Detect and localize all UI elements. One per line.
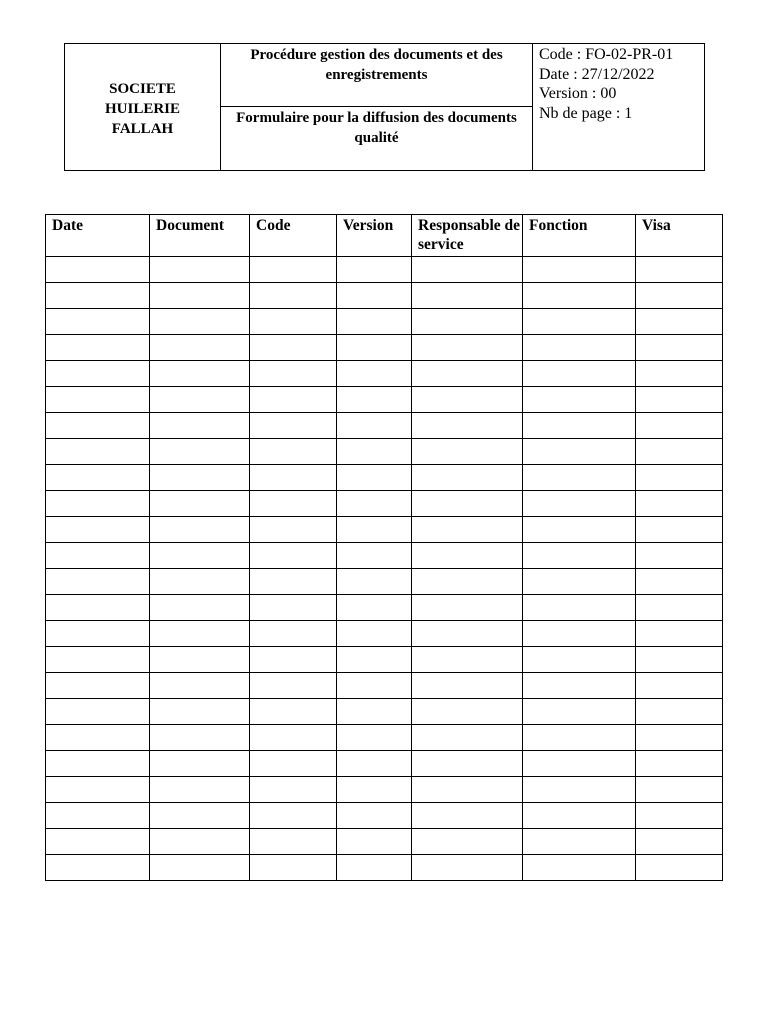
meta-page-count: Nb de page : 1 [539,104,633,122]
cell-responsable [412,621,523,647]
cell-date [46,283,150,309]
cell-responsable [412,699,523,725]
cell-date [46,413,150,439]
cell-version [337,491,412,517]
cell-date [46,361,150,387]
cell-responsable [412,361,523,387]
column-header-version: Version [337,215,412,257]
cell-fonction [523,335,636,361]
cell-fonction [523,491,636,517]
cell-visa [636,517,723,543]
cell-document [150,361,250,387]
cell-fonction [523,361,636,387]
cell-code [250,725,337,751]
cell-code [250,309,337,335]
cell-fonction [523,855,636,881]
cell-fonction [523,309,636,335]
cell-date [46,595,150,621]
cell-version [337,647,412,673]
meta-code: Code : FO-02-PR-01 [539,46,674,63]
cell-date [46,387,150,413]
table-row [46,517,723,543]
cell-document [150,569,250,595]
cell-document [150,257,250,283]
table-row [46,569,723,595]
cell-responsable [412,751,523,777]
cell-responsable [412,439,523,465]
cell-version [337,595,412,621]
cell-version [337,517,412,543]
cell-visa [636,803,723,829]
cell-document [150,725,250,751]
column-header-document: Document [150,215,250,257]
cell-document [150,491,250,517]
column-header-fonction: Fonction [523,215,636,257]
table-row [46,803,723,829]
cell-fonction [523,725,636,751]
cell-fonction [523,829,636,855]
cell-date [46,855,150,881]
cell-responsable [412,465,523,491]
cell-code [250,257,337,283]
cell-document [150,387,250,413]
cell-fonction [523,283,636,309]
cell-version [337,257,412,283]
table-row [46,647,723,673]
cell-responsable [412,491,523,517]
cell-fonction [523,569,636,595]
table-row [46,491,723,517]
cell-document [150,621,250,647]
cell-document [150,699,250,725]
table-row [46,309,723,335]
cell-visa [636,777,723,803]
cell-version [337,439,412,465]
cell-responsable [412,569,523,595]
cell-date [46,569,150,595]
cell-fonction [523,777,636,803]
cell-code [250,569,337,595]
table-row [46,855,723,881]
cell-code [250,777,337,803]
table-row [46,387,723,413]
cell-code [250,699,337,725]
cell-date [46,699,150,725]
cell-responsable [412,517,523,543]
cell-code [250,621,337,647]
table-row [46,777,723,803]
cell-version [337,621,412,647]
cell-fonction [523,517,636,543]
cell-version [337,543,412,569]
column-header-visa: Visa [636,215,723,257]
cell-visa [636,751,723,777]
cell-version [337,335,412,361]
cell-code [250,855,337,881]
cell-visa [636,283,723,309]
table-header-row [46,215,723,257]
cell-document [150,595,250,621]
distribution-table [45,214,723,881]
cell-date [46,751,150,777]
table-row [46,673,723,699]
cell-fonction [523,699,636,725]
cell-document [150,413,250,439]
cell-document [150,777,250,803]
table-row [46,257,723,283]
cell-version [337,673,412,699]
cell-fonction [523,257,636,283]
cell-fonction [523,621,636,647]
table-row [46,699,723,725]
cell-code [250,673,337,699]
cell-code [250,803,337,829]
cell-version [337,699,412,725]
cell-version [337,803,412,829]
cell-visa [636,647,723,673]
cell-code [250,283,337,309]
cell-responsable [412,647,523,673]
cell-code [250,751,337,777]
form-title: Formulaire pour la diffusion des documents qualité [236,110,517,146]
cell-date [46,829,150,855]
cell-document [150,439,250,465]
cell-fonction [523,803,636,829]
cell-responsable [412,595,523,621]
cell-code [250,413,337,439]
cell-code [250,491,337,517]
cell-date [46,335,150,361]
cell-date [46,647,150,673]
cell-responsable [412,803,523,829]
cell-fonction [523,673,636,699]
table-row [46,595,723,621]
procedure-title: Procédure gestion des documents et des enregistrements [221,44,532,107]
cell-date [46,465,150,491]
cell-fonction [523,595,636,621]
column-header-date: Date [46,215,150,257]
cell-date [46,777,150,803]
cell-version [337,829,412,855]
cell-document [150,543,250,569]
document-header [64,43,705,171]
cell-visa [636,595,723,621]
company-name-line: HUILERIE [104,101,181,117]
cell-code [250,543,337,569]
table-row [46,283,723,309]
table-row [46,465,723,491]
cell-code [250,387,337,413]
table-row [46,335,723,361]
cell-date [46,543,150,569]
cell-fonction [523,543,636,569]
cell-document [150,829,250,855]
cell-code [250,829,337,855]
table-row [46,439,723,465]
cell-version [337,725,412,751]
cell-version [337,465,412,491]
cell-fonction [523,751,636,777]
cell-visa [636,543,723,569]
cell-responsable [412,543,523,569]
cell-visa [636,569,723,595]
table-row [46,413,723,439]
cell-responsable [412,335,523,361]
cell-version [337,751,412,777]
column-header-code: Code [250,215,337,257]
document-meta-cell [533,44,705,171]
cell-visa [636,855,723,881]
cell-document [150,855,250,881]
cell-version [337,413,412,439]
cell-code [250,335,337,361]
cell-visa [636,387,723,413]
table-row [46,751,723,777]
cell-date [46,309,150,335]
cell-document [150,335,250,361]
cell-visa [636,621,723,647]
table-row [46,829,723,855]
cell-version [337,309,412,335]
cell-version [337,569,412,595]
cell-document [150,803,250,829]
cell-document [150,673,250,699]
cell-code [250,647,337,673]
cell-code [250,439,337,465]
cell-date [46,621,150,647]
cell-responsable [412,829,523,855]
cell-visa [636,335,723,361]
cell-responsable [412,673,523,699]
cell-version [337,387,412,413]
cell-date [46,439,150,465]
cell-version [337,361,412,387]
company-name-cell [65,44,221,171]
cell-code [250,361,337,387]
cell-responsable [412,855,523,881]
cell-visa [636,829,723,855]
cell-code [250,517,337,543]
cell-fonction [523,413,636,439]
cell-code [250,465,337,491]
title-cell [221,44,533,171]
cell-fonction [523,387,636,413]
cell-fonction [523,647,636,673]
cell-version [337,777,412,803]
cell-version [337,855,412,881]
table-row [46,361,723,387]
cell-visa [636,673,723,699]
cell-visa [636,699,723,725]
cell-responsable [412,777,523,803]
meta-version: Version : 00 [539,85,617,102]
column-header-responsable: Responsable de service [412,215,523,257]
cell-fonction [523,465,636,491]
cell-date [46,673,150,699]
table-body [46,257,723,881]
cell-date [46,257,150,283]
cell-responsable [412,413,523,439]
cell-responsable [412,725,523,751]
cell-fonction [523,439,636,465]
cell-date [46,725,150,751]
cell-version [337,283,412,309]
cell-document [150,647,250,673]
cell-visa [636,465,723,491]
table-row [46,621,723,647]
meta-date: Date : 27/12/2022 [539,65,655,83]
cell-document [150,309,250,335]
cell-date [46,491,150,517]
cell-visa [636,725,723,751]
cell-responsable [412,257,523,283]
cell-document [150,465,250,491]
cell-date [46,517,150,543]
cell-date [46,803,150,829]
cell-responsable [412,309,523,335]
cell-code [250,595,337,621]
cell-document [150,751,250,777]
cell-visa [636,257,723,283]
company-name-line: FALLAH [111,121,174,137]
cell-document [150,517,250,543]
cell-document [150,283,250,309]
cell-visa [636,361,723,387]
cell-responsable [412,387,523,413]
cell-visa [636,439,723,465]
company-name-line: SOCIETE [109,81,176,97]
cell-responsable [412,283,523,309]
cell-visa [636,309,723,335]
table-row [46,543,723,569]
table-row [46,725,723,751]
cell-visa [636,413,723,439]
cell-visa [636,491,723,517]
